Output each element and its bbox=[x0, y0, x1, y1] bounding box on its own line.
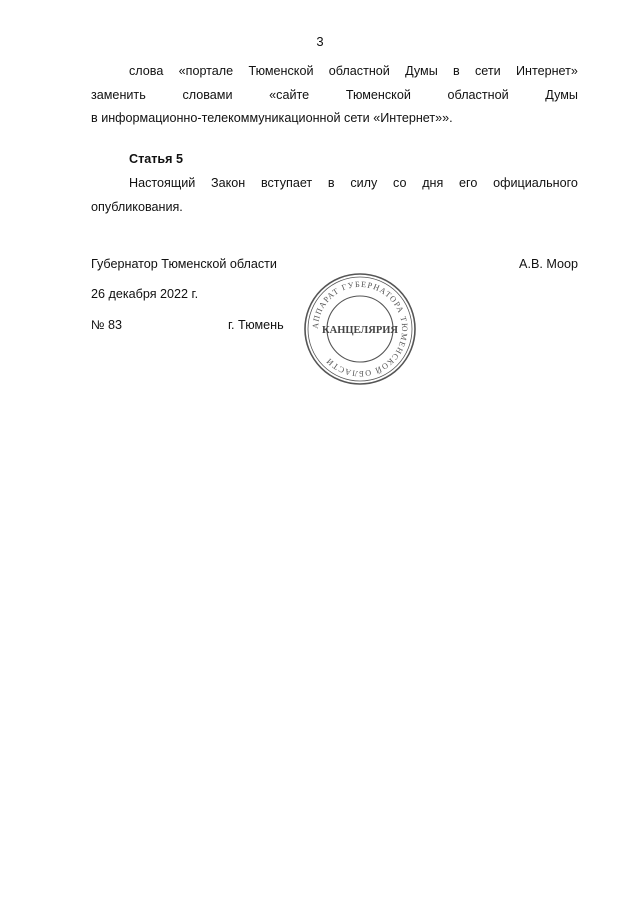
document-number: № 83 bbox=[91, 318, 123, 332]
article-line1-word: вступает bbox=[260, 176, 313, 190]
page-number: 3 bbox=[316, 34, 324, 49]
paragraph1-line1-word: слова bbox=[129, 64, 164, 78]
paragraph1-line2-word: заменить bbox=[91, 88, 146, 102]
article-line1-word: со bbox=[393, 176, 407, 190]
paragraph1-line1-word: сети bbox=[475, 64, 501, 78]
paragraph1-line2-word: Думы bbox=[545, 88, 578, 102]
article-line1-word: в bbox=[327, 176, 335, 190]
signature-position: Губернатор Тюменской области bbox=[91, 257, 277, 271]
article-line1-word: официального bbox=[493, 176, 578, 190]
paragraph1-line2-word: областной bbox=[447, 88, 509, 102]
article-line2: опубликования. bbox=[91, 200, 183, 214]
stamp-center-text: КАНЦЕЛЯРИЯ bbox=[322, 325, 398, 336]
paragraph1-line2-word: «сайте bbox=[269, 88, 310, 102]
article-line1 bbox=[129, 176, 578, 190]
paragraph1-line2-word: словами bbox=[182, 88, 233, 102]
paragraph1-line1-word: в bbox=[453, 64, 460, 78]
paragraph1-line2 bbox=[91, 88, 578, 102]
document-city: г. Тюмень bbox=[228, 318, 284, 332]
paragraph1-line2-word: Тюменской bbox=[345, 88, 411, 102]
paragraph1-line1-word: Тюменской bbox=[248, 64, 314, 78]
paragraph1-line1-word: Интернет» bbox=[515, 64, 578, 78]
article-line1-word: дня bbox=[422, 176, 444, 190]
signature-name: А.В. Моор bbox=[519, 257, 578, 271]
paragraph1-line1-word: «портале bbox=[178, 64, 234, 78]
article-line1-word: силу bbox=[350, 176, 378, 190]
paragraph1-line1-word: Думы bbox=[405, 64, 438, 78]
stamp-ring-text: АППАРАТ ГУБЕРНАТОРА ТЮМЕНСКОЙ ОБЛАСТИ bbox=[310, 279, 410, 379]
article-line1-word: Настоящий bbox=[129, 176, 196, 190]
paragraph1-line3: в информационно-телекоммуникационной сети «Интернет»». bbox=[91, 111, 453, 125]
signature-date: 26 декабря 2022 г. bbox=[91, 287, 199, 301]
article-heading: Статья 5 bbox=[129, 152, 184, 166]
paragraph1-line1-word: областной bbox=[328, 64, 390, 78]
article-line1-word: Закон bbox=[211, 176, 246, 190]
article-line1-word: его bbox=[459, 176, 478, 190]
office-stamp bbox=[302, 271, 418, 387]
paragraph1-line1 bbox=[129, 64, 578, 78]
